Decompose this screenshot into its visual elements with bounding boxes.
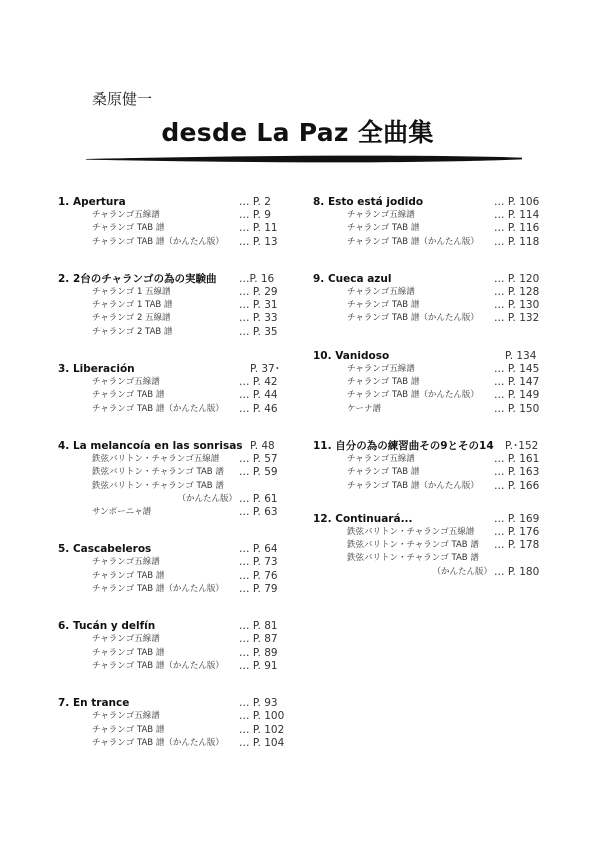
toc-score-row [58, 583, 283, 596]
page-number: … P. 76 [239, 569, 278, 582]
toc-score-row [58, 236, 283, 249]
page-number: … P. 149 [494, 389, 540, 402]
toc-score-row [58, 286, 283, 299]
page-number: … P. 118 [494, 235, 540, 248]
toc-left-column [58, 195, 283, 773]
page-number: … P. 64 [239, 543, 278, 556]
song-title: 11. 自分の為の練習曲その9とその14 [313, 439, 494, 452]
page-number: … P. 161 [494, 452, 540, 465]
score-type: チャランゴ TAB 譜（かんたん版） [347, 313, 479, 324]
toc-score-row [313, 312, 538, 325]
page-number: … P. 147 [494, 376, 540, 389]
page-number: … P. 100 [239, 710, 285, 723]
author-name: 桑原健一 [92, 90, 153, 108]
toc-score-row [313, 480, 538, 493]
toc-score-row [58, 326, 283, 339]
score-type: チャランゴ五線譜 [92, 557, 160, 568]
toc-section [313, 272, 538, 326]
song-title: 2. 2台のチャランゴの為の実験曲 [58, 272, 217, 285]
page-number: … P. 106 [494, 196, 540, 208]
toc-song-title-row [58, 619, 283, 633]
score-type: 鉄弦バリトン・チャランゴ TAB 譜 [92, 467, 224, 478]
score-type: ケーナ譜 [347, 403, 382, 414]
page-number: … P. 102 [239, 723, 285, 736]
score-type: チャランゴ 1 TAB 譜 [92, 300, 173, 311]
song-title: 7. En trance [58, 697, 130, 710]
toc-score-row [313, 236, 538, 249]
score-type: チャランゴ 2 五線譜 [92, 313, 171, 324]
toc-score-row [58, 724, 283, 737]
score-type: チャランゴ五線譜 [347, 210, 415, 220]
page-number: … P. 176 [494, 525, 540, 538]
toc-section [313, 195, 538, 249]
toc-score-row [313, 389, 538, 402]
page-number: … P. 57 [239, 452, 278, 465]
page-number: … P. 2 [239, 196, 271, 208]
toc-score-row [58, 312, 283, 325]
score-type: チャランゴ五線譜 [92, 634, 160, 645]
toc-section [58, 272, 283, 339]
page-number: … P. 120 [494, 272, 540, 285]
song-title: 8. Esto está jodido [313, 196, 424, 208]
toc-section [58, 619, 283, 673]
score-type: チャランゴ五線譜 [92, 377, 160, 388]
score-type: チャランゴ TAB 譜 [92, 223, 165, 234]
score-type: 鉄弦バリトン・チャランゴ TAB 譜 [347, 540, 479, 551]
toc-score-row [58, 710, 283, 723]
page-number: … P. 61 [239, 492, 278, 505]
page-number: P. 48 [250, 439, 275, 452]
page-number: … P. 128 [494, 285, 540, 298]
toc-score-row [313, 403, 538, 416]
score-type: チャランゴ TAB 譜（かんたん版） [92, 660, 224, 671]
toc-score-row [58, 389, 283, 402]
toc-song-title-row [58, 696, 283, 710]
score-type: チャランゴ TAB 譜 [347, 223, 420, 234]
toc-song-title-row [58, 195, 283, 209]
toc-score-row [313, 466, 538, 479]
page-number: … P. 31 [239, 299, 278, 312]
score-type: チャランゴ TAB 譜（かんたん版） [92, 236, 224, 247]
toc-score-row [313, 566, 538, 579]
toc-score-row [58, 453, 283, 466]
song-title: 1. Apertura [58, 196, 126, 208]
page-number: P. 134 [505, 349, 537, 362]
score-type: 鉄弦バリトン・チャランゴ TAB 譜 [347, 553, 479, 564]
toc-section [58, 696, 283, 750]
page-number: … P. 89 [239, 646, 278, 659]
page-number: … P. 169 [494, 512, 540, 525]
score-type: 鉄弦バリトン・チャランゴ五線譜 [92, 453, 220, 464]
toc-song-title-row [58, 272, 283, 286]
toc-song-title-row [58, 542, 283, 556]
song-title: 12. Continuará... [313, 512, 413, 525]
title-underline-brush [86, 153, 522, 165]
toc-score-row [58, 466, 283, 479]
toc-score-row [58, 209, 283, 222]
page-number: … P. 9 [239, 209, 271, 221]
page-number: … P. 104 [239, 736, 285, 749]
score-type: チャランゴ五線譜 [347, 453, 415, 464]
song-title: 9. Cueca azul [313, 272, 392, 285]
toc-score-row [58, 633, 283, 646]
page-number: … P. 166 [494, 479, 540, 492]
song-title: 6. Tucán y delfín [58, 620, 156, 633]
score-type: チャランゴ TAB 譜 [92, 647, 165, 658]
toc-section [58, 195, 283, 249]
score-type: チャランゴ五線譜 [347, 363, 415, 374]
toc-score-row [313, 286, 538, 299]
score-type: サンポーニャ譜 [92, 507, 152, 518]
toc-score-row [58, 493, 283, 506]
page-number: … P. 130 [494, 299, 540, 312]
score-type: チャランゴ 1 五線譜 [92, 286, 171, 297]
toc-section [313, 512, 538, 579]
toc-score-row [313, 363, 538, 376]
score-type: チャランゴ TAB 譜（かんたん版） [92, 737, 224, 748]
toc-score-row [58, 376, 283, 389]
score-type: 鉄弦バリトン・チャランゴ五線譜 [347, 526, 475, 537]
score-type: チャランゴ TAB 譜 [92, 390, 165, 401]
page-number: …P. 16 [239, 272, 275, 285]
score-type: チャランゴ TAB 譜 [347, 377, 420, 388]
page-number: … P. 44 [239, 389, 278, 402]
toc-score-row [313, 526, 538, 539]
page-title: desde La Paz 全曲集 [161, 118, 434, 147]
toc-score-row [313, 453, 538, 466]
toc-score-row [58, 660, 283, 673]
page-number: … P. 91 [239, 659, 278, 672]
page-number: … P. 35 [239, 325, 278, 338]
toc-score-row [58, 506, 283, 519]
score-type: チャランゴ TAB 譜（かんたん版） [347, 236, 479, 247]
toc-section [58, 362, 283, 416]
score-type: チャランゴ TAB 譜 [347, 300, 420, 311]
score-type: チャランゴ五線譜 [347, 286, 415, 297]
toc-section [58, 542, 283, 596]
page-number: … P. 73 [239, 556, 278, 569]
toc-score-row [313, 209, 538, 222]
page-number: … P. 33 [239, 312, 278, 325]
score-type: チャランゴ五線譜 [92, 711, 160, 722]
toc-score-row [58, 299, 283, 312]
score-type: （かんたん版） [432, 566, 492, 577]
page-number: … P. 114 [494, 209, 540, 221]
toc-song-title-row [313, 349, 538, 363]
score-type: 鉄弦バリトン・チャランゴ TAB 譜 [92, 480, 224, 491]
toc-score-row [313, 552, 538, 565]
toc-section [313, 439, 538, 493]
toc-song-title-row [58, 362, 283, 376]
toc-score-row [58, 222, 283, 235]
toc-score-row [58, 737, 283, 750]
toc-section [58, 439, 283, 519]
score-type: チャランゴ五線譜 [92, 210, 160, 220]
score-type: チャランゴ TAB 譜（かんたん版） [92, 584, 224, 595]
toc-section [313, 349, 538, 416]
song-title: 3. Liberación [58, 363, 135, 376]
page-number: … P. 11 [239, 222, 278, 235]
toc-score-row [313, 222, 538, 235]
page-number: … P. 180 [494, 565, 540, 578]
score-type: チャランゴ TAB 譜（かんたん版） [92, 403, 224, 414]
page-number: … P. 132 [494, 312, 540, 325]
toc-song-title-row [313, 272, 538, 286]
toc-score-row [313, 299, 538, 312]
page-number: … P. 116 [494, 222, 540, 235]
page-number: … P. 145 [494, 362, 540, 375]
page-number: … P. 46 [239, 402, 278, 415]
page-number: P.･152 [505, 439, 539, 452]
song-title: 4. La melancoía en las sonrisas [58, 439, 243, 452]
score-type: チャランゴ TAB 譜 [347, 467, 420, 478]
toc-score-row [58, 403, 283, 416]
toc-score-row [58, 480, 283, 493]
page-number: … P. 63 [239, 506, 278, 519]
page-number: … P. 163 [494, 466, 540, 479]
page-number: … P. 29 [239, 285, 278, 298]
toc-score-row [58, 570, 283, 583]
song-title: 10. Vanidoso [313, 349, 390, 362]
toc-right-column [313, 195, 538, 602]
toc-song-title-row [313, 512, 538, 526]
page-number: … P. 87 [239, 633, 278, 646]
score-type: チャランゴ TAB 譜 [92, 724, 165, 735]
toc-song-title-row [313, 195, 538, 209]
score-type: チャランゴ TAB 譜（かんたん版） [347, 390, 479, 401]
toc-score-row [58, 647, 283, 660]
page-number: … P. 13 [239, 235, 278, 248]
toc-song-title-row [58, 439, 283, 453]
score-type: チャランゴ TAB 譜（かんたん版） [347, 480, 479, 491]
score-type: （かんたん版） [177, 493, 237, 504]
page-number: … P. 59 [239, 466, 278, 479]
page-number: … P. 150 [494, 402, 540, 415]
toc-score-row [313, 539, 538, 552]
page-number: … P. 42 [239, 376, 278, 389]
page-number: … P. 81 [239, 620, 278, 633]
song-title: 5. Cascabeleros [58, 543, 152, 556]
toc-song-title-row [313, 439, 538, 453]
page-number: P. 37･ [250, 363, 280, 376]
page-number: … P. 79 [239, 583, 278, 596]
toc-score-row [58, 556, 283, 569]
page-number: … P. 93 [239, 697, 278, 710]
score-type: チャランゴ 2 TAB 譜 [92, 326, 173, 337]
score-type: チャランゴ TAB 譜 [92, 570, 165, 581]
toc-score-row [313, 376, 538, 389]
page-number: … P. 178 [494, 539, 540, 552]
